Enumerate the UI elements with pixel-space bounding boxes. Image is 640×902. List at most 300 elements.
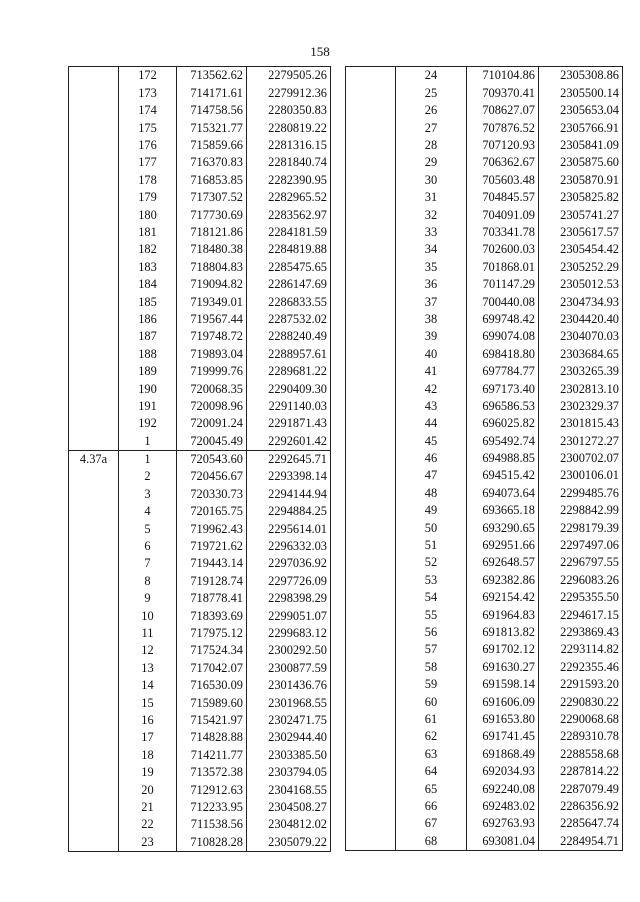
table-row [346,589,623,606]
section-cell [69,798,119,815]
point-number-cell: 38 [396,310,467,327]
y-coordinate-cell: 2282390.95 [247,171,331,188]
table-row [346,797,623,814]
table-row [346,519,623,536]
y-coordinate-cell: 2294884.25 [247,503,331,520]
point-number-cell: 10 [119,607,177,624]
point-number-cell: 190 [119,380,177,397]
section-cell [346,380,396,397]
point-number-cell: 46 [396,450,467,467]
table-row [69,67,331,85]
point-number-cell: 34 [396,241,467,258]
y-coordinate-cell: 2296332.03 [247,538,331,555]
point-number-cell: 173 [119,84,177,101]
x-coordinate-cell: 719962.43 [177,520,247,537]
section-cell [69,380,119,397]
table-row [346,119,623,136]
x-coordinate-cell: 692951.66 [467,537,539,554]
point-number-cell: 32 [396,206,467,223]
y-coordinate-cell: 2291593.20 [539,676,623,693]
table-row [346,310,623,327]
table-row [69,137,331,154]
x-coordinate-cell: 704845.57 [467,189,539,206]
section-cell [346,571,396,588]
y-coordinate-cell: 2295614.01 [247,520,331,537]
y-coordinate-cell: 2286147.69 [247,276,331,293]
point-number-cell: 51 [396,537,467,554]
y-coordinate-cell: 2303385.50 [247,746,331,763]
section-cell [346,119,396,136]
section-cell [346,606,396,623]
table-row [346,224,623,241]
table-row [69,503,331,520]
section-cell [346,797,396,814]
x-coordinate-cell: 717730.69 [177,206,247,223]
table-row [346,206,623,223]
point-number-cell: 8 [119,572,177,589]
x-coordinate-cell: 692154.42 [467,589,539,606]
point-number-cell: 177 [119,154,177,171]
point-number-cell: 186 [119,310,177,327]
y-coordinate-cell: 2294617.15 [539,606,623,623]
point-number-cell: 64 [396,763,467,780]
x-coordinate-cell: 693081.04 [467,832,539,850]
y-coordinate-cell: 2305079.22 [247,833,331,851]
point-number-cell: 68 [396,832,467,850]
point-number-cell: 11 [119,625,177,642]
x-coordinate-cell: 712233.95 [177,798,247,815]
y-coordinate-cell: 2305825.82 [539,189,623,206]
table-row [346,763,623,780]
section-cell [69,659,119,676]
y-coordinate-cell: 2303794.05 [247,764,331,781]
point-number-cell: 58 [396,658,467,675]
section-cell [69,119,119,136]
x-coordinate-cell: 713572.38 [177,764,247,781]
x-coordinate-cell: 717524.34 [177,642,247,659]
y-coordinate-cell: 2284954.71 [539,832,623,850]
x-coordinate-cell: 706362.67 [467,154,539,171]
x-coordinate-cell: 718804.83 [177,258,247,275]
section-cell [346,450,396,467]
section-cell [346,67,396,85]
y-coordinate-cell: 2285647.74 [539,815,623,832]
x-coordinate-cell: 691606.09 [467,693,539,710]
y-coordinate-cell: 2301815.43 [539,415,623,432]
section-cell [346,554,396,571]
table-row [346,571,623,588]
section-cell [69,572,119,589]
table-row [69,345,331,362]
y-coordinate-cell: 2291871.43 [247,415,331,432]
section-cell [346,537,396,554]
point-number-cell: 172 [119,67,177,85]
x-coordinate-cell: 720068.35 [177,380,247,397]
table-row [69,677,331,694]
point-number-cell: 6 [119,538,177,555]
y-coordinate-cell: 2294144.94 [247,485,331,502]
x-coordinate-cell: 717307.52 [177,189,247,206]
table-row [69,84,331,101]
y-coordinate-cell: 2283562.97 [247,206,331,223]
x-coordinate-cell: 719999.76 [177,363,247,380]
y-coordinate-cell: 2305741.27 [539,206,623,223]
section-cell [346,137,396,154]
x-coordinate-cell: 717975.12 [177,625,247,642]
point-number-cell: 1 [119,432,177,450]
section-cell [69,607,119,624]
point-number-cell: 2 [119,468,177,485]
point-number-cell: 45 [396,432,467,449]
section-cell [69,84,119,101]
point-number-cell: 179 [119,189,177,206]
x-coordinate-cell: 719748.72 [177,328,247,345]
table-row [69,555,331,572]
y-coordinate-cell: 2290409.30 [247,380,331,397]
y-coordinate-cell: 2284819.88 [247,241,331,258]
table-row [346,380,623,397]
table-row [346,554,623,571]
point-number-cell: 13 [119,659,177,676]
section-cell [346,258,396,275]
table-row [346,84,623,101]
section-cell [69,363,119,380]
y-coordinate-cell: 2304420.40 [539,310,623,327]
section-cell [346,745,396,762]
x-coordinate-cell: 704091.09 [467,206,539,223]
y-coordinate-cell: 2299485.76 [539,484,623,501]
x-coordinate-cell: 714171.61 [177,84,247,101]
x-coordinate-cell: 720098.96 [177,397,247,414]
point-number-cell: 188 [119,345,177,362]
y-coordinate-cell: 2300877.59 [247,659,331,676]
table-row [69,363,331,380]
section-cell [346,241,396,258]
point-number-cell: 65 [396,780,467,797]
section-cell [69,729,119,746]
point-number-cell: 36 [396,276,467,293]
point-number-cell: 27 [396,119,467,136]
table-row [69,607,331,624]
point-number-cell: 53 [396,571,467,588]
y-coordinate-cell: 2289681.22 [247,363,331,380]
section-cell [346,467,396,484]
table-row [346,415,623,432]
section-cell [69,397,119,414]
x-coordinate-cell: 691741.45 [467,728,539,745]
point-number-cell: 180 [119,206,177,223]
x-coordinate-cell: 692648.57 [467,554,539,571]
table-row [346,641,623,658]
x-coordinate-cell: 720091.24 [177,415,247,432]
table-row [346,102,623,119]
y-coordinate-cell: 2287814.22 [539,763,623,780]
point-number-cell: 14 [119,677,177,694]
x-coordinate-cell: 710104.86 [467,67,539,85]
y-coordinate-cell: 2288240.49 [247,328,331,345]
point-number-cell: 49 [396,502,467,519]
point-number-cell: 33 [396,224,467,241]
section-cell [69,503,119,520]
table-row [69,119,331,136]
table-row [346,815,623,832]
x-coordinate-cell: 715321.77 [177,119,247,136]
table-row [346,624,623,641]
x-coordinate-cell: 718121.86 [177,224,247,241]
y-coordinate-cell: 2305766.91 [539,119,623,136]
point-number-cell: 35 [396,258,467,275]
section-cell [346,276,396,293]
point-number-cell: 31 [396,189,467,206]
x-coordinate-cell: 691868.49 [467,745,539,762]
y-coordinate-cell: 2297036.92 [247,555,331,572]
y-coordinate-cell: 2302471.75 [247,711,331,728]
y-coordinate-cell: 2280350.83 [247,102,331,119]
x-coordinate-cell: 695492.74 [467,432,539,449]
x-coordinate-cell: 710828.28 [177,833,247,851]
x-coordinate-cell: 718393.69 [177,607,247,624]
x-coordinate-cell: 691964.83 [467,606,539,623]
section-cell [69,328,119,345]
y-coordinate-cell: 2305653.04 [539,102,623,119]
table-row [69,781,331,798]
y-coordinate-cell: 2304508.27 [247,798,331,815]
x-coordinate-cell: 692240.08 [467,780,539,797]
table-row [346,432,623,449]
table-row [69,450,331,468]
y-coordinate-cell: 2288957.61 [247,345,331,362]
section-cell [346,84,396,101]
y-coordinate-cell: 2305870.91 [539,171,623,188]
y-coordinate-cell: 2280819.22 [247,119,331,136]
table-row [69,102,331,119]
y-coordinate-cell: 2299051.07 [247,607,331,624]
table-row [69,711,331,728]
x-coordinate-cell: 701868.01 [467,258,539,275]
y-coordinate-cell: 2286833.55 [247,293,331,310]
y-coordinate-cell: 2304812.02 [247,816,331,833]
point-number-cell: 50 [396,519,467,536]
table-row [346,832,623,850]
table-row [69,310,331,327]
y-coordinate-cell: 2279505.26 [247,67,331,85]
point-number-cell: 184 [119,276,177,293]
point-number-cell: 44 [396,415,467,432]
section-cell [346,397,396,414]
y-coordinate-cell: 2303265.39 [539,363,623,380]
point-number-cell: 178 [119,171,177,188]
x-coordinate-cell: 719721.62 [177,538,247,555]
y-coordinate-cell: 2305252.29 [539,258,623,275]
point-number-cell: 57 [396,641,467,658]
x-coordinate-cell: 701147.29 [467,276,539,293]
point-number-cell: 40 [396,345,467,362]
x-coordinate-cell: 719349.01 [177,293,247,310]
table-row [346,345,623,362]
section-cell [69,833,119,851]
y-coordinate-cell: 2298398.29 [247,590,331,607]
y-coordinate-cell: 2305875.60 [539,154,623,171]
section-cell [69,310,119,327]
y-coordinate-cell: 2300106.01 [539,467,623,484]
table-row [346,606,623,623]
point-number-cell: 28 [396,137,467,154]
table-row [346,537,623,554]
table-row [69,625,331,642]
table-row [69,520,331,537]
point-number-cell: 185 [119,293,177,310]
point-number-cell: 9 [119,590,177,607]
y-coordinate-cell: 2293114.82 [539,641,623,658]
x-coordinate-cell: 715421.97 [177,711,247,728]
y-coordinate-cell: 2281316.15 [247,137,331,154]
y-coordinate-cell: 2299683.12 [247,625,331,642]
point-number-cell: 189 [119,363,177,380]
point-number-cell: 12 [119,642,177,659]
section-cell [346,502,396,519]
table-row [346,745,623,762]
x-coordinate-cell: 717042.07 [177,659,247,676]
y-coordinate-cell: 2292645.71 [247,450,331,468]
point-number-cell: 7 [119,555,177,572]
table-row [69,642,331,659]
point-number-cell: 192 [119,415,177,432]
table-row [346,363,623,380]
section-cell [346,676,396,693]
x-coordinate-cell: 718480.38 [177,241,247,258]
section-cell [69,102,119,119]
point-number-cell: 5 [119,520,177,537]
x-coordinate-cell: 699748.42 [467,310,539,327]
y-coordinate-cell: 2305841.09 [539,137,623,154]
x-coordinate-cell: 715989.60 [177,694,247,711]
table-row [69,485,331,502]
point-number-cell: 56 [396,624,467,641]
y-coordinate-cell: 2284181.59 [247,224,331,241]
y-coordinate-cell: 2302329.37 [539,397,623,414]
section-cell [69,345,119,362]
table-row [69,694,331,711]
x-coordinate-cell: 719094.82 [177,276,247,293]
section-cell [346,780,396,797]
x-coordinate-cell: 691702.12 [467,641,539,658]
point-number-cell: 20 [119,781,177,798]
section-cell [346,815,396,832]
y-coordinate-cell: 2279912.36 [247,84,331,101]
table-row [346,484,623,501]
section-cell [346,363,396,380]
x-coordinate-cell: 697784.77 [467,363,539,380]
point-number-cell: 21 [119,798,177,815]
section-cell [69,293,119,310]
table-row [346,676,623,693]
point-number-cell: 60 [396,693,467,710]
section-cell [346,189,396,206]
point-number-cell: 55 [396,606,467,623]
section-cell [346,328,396,345]
point-number-cell: 42 [396,380,467,397]
section-cell [346,641,396,658]
point-number-cell: 19 [119,764,177,781]
y-coordinate-cell: 2285475.65 [247,258,331,275]
table-row [69,572,331,589]
table-row [69,397,331,414]
x-coordinate-cell: 714211.77 [177,746,247,763]
y-coordinate-cell: 2298179.39 [539,519,623,536]
x-coordinate-cell: 698418.80 [467,345,539,362]
table-row [346,780,623,797]
x-coordinate-cell: 691813.82 [467,624,539,641]
point-number-cell: 43 [396,397,467,414]
x-coordinate-cell: 692382.86 [467,571,539,588]
x-coordinate-cell: 714828.88 [177,729,247,746]
section-cell [346,432,396,449]
point-number-cell: 29 [396,154,467,171]
table-row [346,658,623,675]
x-coordinate-cell: 691598.14 [467,676,539,693]
section-cell [346,658,396,675]
section-cell [69,555,119,572]
x-coordinate-cell: 719128.74 [177,572,247,589]
section-cell [69,206,119,223]
table-row [346,171,623,188]
table-row [69,241,331,258]
point-number-cell: 17 [119,729,177,746]
y-coordinate-cell: 2286356.92 [539,797,623,814]
table-row [346,67,623,85]
x-coordinate-cell: 716370.83 [177,154,247,171]
section-cell [346,589,396,606]
coordinates-table-right [345,66,623,851]
table-row [346,276,623,293]
y-coordinate-cell: 2295355.50 [539,589,623,606]
x-coordinate-cell: 692483.02 [467,797,539,814]
section-cell [69,171,119,188]
section-cell [69,590,119,607]
x-coordinate-cell: 692034.93 [467,763,539,780]
x-coordinate-cell: 712912.63 [177,781,247,798]
x-coordinate-cell: 694073.64 [467,484,539,501]
table-row [346,293,623,310]
section-cell [69,625,119,642]
y-coordinate-cell: 2282965.52 [247,189,331,206]
x-coordinate-cell: 696586.53 [467,397,539,414]
section-cell [346,224,396,241]
point-number-cell: 39 [396,328,467,345]
table-row [346,467,623,484]
y-coordinate-cell: 2281840.74 [247,154,331,171]
section-cell [346,206,396,223]
x-coordinate-cell: 711538.56 [177,816,247,833]
point-number-cell: 61 [396,710,467,727]
table-row [346,258,623,275]
table-row [69,538,331,555]
y-coordinate-cell: 2290830.22 [539,693,623,710]
x-coordinate-cell: 707876.52 [467,119,539,136]
section-cell [346,154,396,171]
point-number-cell: 48 [396,484,467,501]
x-coordinate-cell: 694515.42 [467,467,539,484]
section-cell [346,345,396,362]
table-row [346,693,623,710]
table-row [346,189,623,206]
table-row [69,432,331,450]
y-coordinate-cell: 2287079.49 [539,780,623,797]
table-row [346,450,623,467]
section-cell [346,728,396,745]
section-cell [69,189,119,206]
y-coordinate-cell: 2292601.42 [247,432,331,450]
